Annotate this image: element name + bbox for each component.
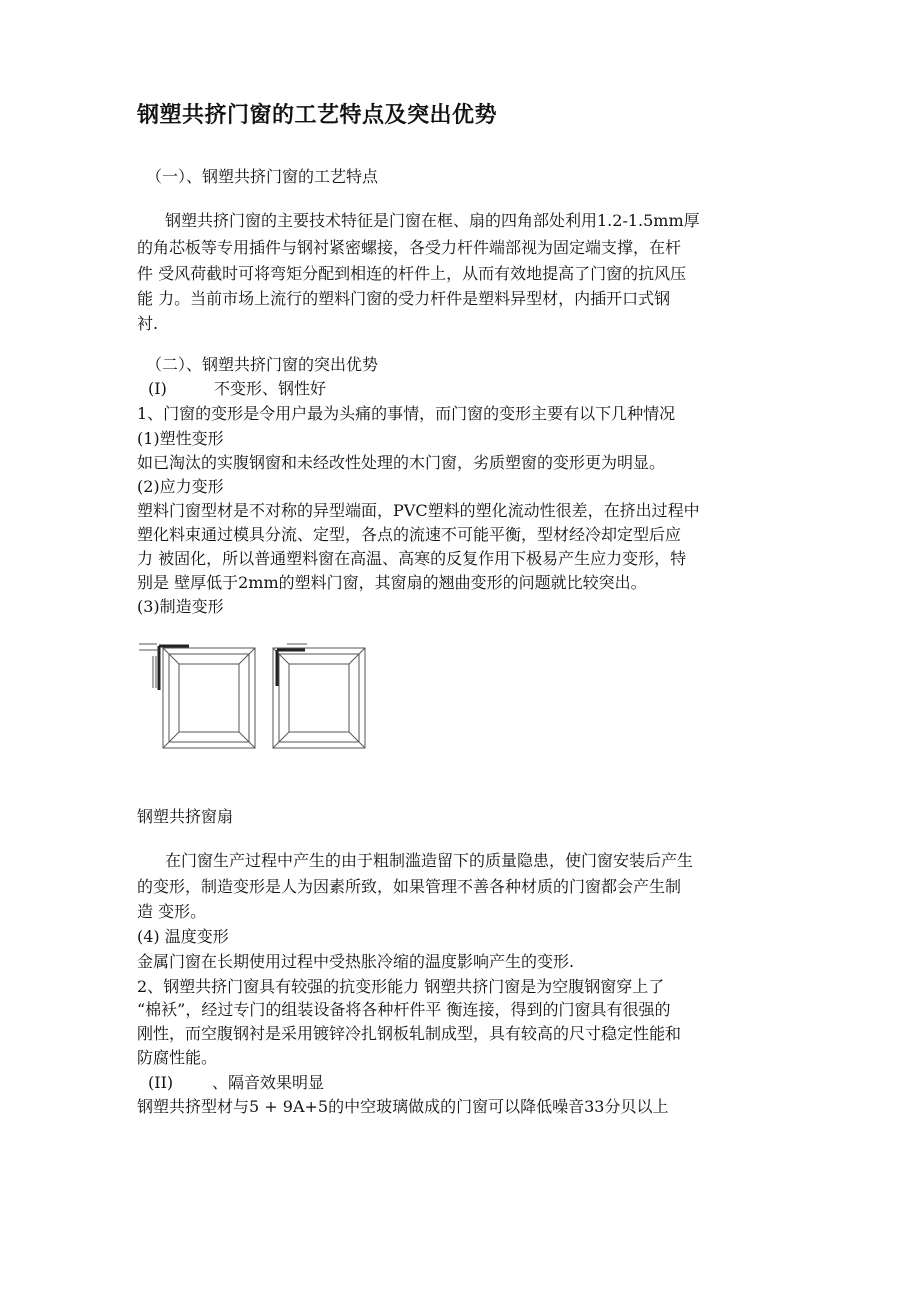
section1-heading: （一）、钢塑共挤门窗的工艺特点	[146, 167, 379, 186]
item3-heading: (3)制造变形	[137, 597, 224, 616]
paragraph-line: 造 变形。	[137, 902, 207, 921]
section2-heading: （二）、钢塑共挤门窗的突出优势	[146, 355, 379, 374]
paragraph-line: 塑化料束通过模具分流、定型，各点的流速不可能平衡，型材经冷却定型后应	[137, 525, 682, 544]
sash-diagram-left	[139, 644, 255, 748]
paragraph-line: “棉袄”，经过专门的组装设备将各种杆件平 衡连接，得到的门窗具有很强的	[137, 1000, 671, 1019]
paragraph-line: 件 受风荷截时可将弯矩分配到相连的杆件上，从而有效地提高了门窗的抗风压	[137, 264, 687, 283]
sash-diagram-right	[273, 644, 365, 748]
paragraph-line: 钢塑共挤门窗的主要技术特征是门窗在框、扇的四角部处利用1.2-1.5mm厚	[165, 211, 700, 230]
paragraph-line: 2、钢塑共挤门窗具有较强的抗变形能力 钢塑共挤门窗是为空腹钢窗穿上了	[137, 977, 665, 996]
paragraph-line: 塑料门窗型材是不对称的异型端面，PVC塑料的塑化流动性很差，在挤出过程中	[137, 501, 700, 520]
window-sash-figure	[137, 638, 377, 758]
paragraph-line: 能 力。当前市场上流行的塑料门窗的受力杆件是塑料异型材，内插开口式钢	[137, 289, 671, 308]
paragraph-line: 的角芯板等专用插件与钢衬紧密螺接，各受力杆件端部视为固定端支撑，在杆	[137, 238, 682, 257]
paragraph-line: 防腐性能。	[137, 1048, 218, 1067]
subsection1-text: 不变形、钢性好	[214, 379, 327, 398]
paragraph-line: 力 被固化，所以普通塑料窗在高温、高寒的反复作用下极易产生应力变形，特	[137, 549, 687, 568]
item2-heading: (2)应力变形	[137, 477, 224, 496]
item4-text: 金属门窗在长期使用过程中受热胀冷缩的温度影响产生的变形.	[137, 952, 575, 971]
subsection1-label: (I)	[148, 379, 167, 398]
paragraph-line: 别是 壁厚低于2mm的塑料门窗，其窗扇的翘曲变形的问题就比较突出。	[137, 573, 647, 592]
last-line: 钢塑共挤型材与5 + 9A+5的中空玻璃做成的门窗可以降低噪音33分贝以上	[137, 1097, 669, 1116]
subsection2-text: 、隔音效果明显	[212, 1073, 325, 1092]
subsection2-label: (II)	[148, 1073, 174, 1092]
point1-text: 1、门窗的变形是令用户最为头痛的事情，而门窗的变形主要有以下几种情况	[137, 404, 676, 423]
paragraph-line: 的变形，制造变形是人为因素所致，如果管理不善各种材质的门窗都会产生制	[137, 877, 682, 896]
paragraph-line: 刚性，而空腹钢衬是采用镀锌冷扎钢板轧制成型，具有较高的尺寸稳定性能和	[137, 1024, 682, 1043]
item1-heading: (1)塑性变形	[137, 429, 224, 448]
paragraph-line: 衬.	[137, 314, 159, 333]
item4-heading: (4) 温度变形	[137, 927, 229, 946]
paragraph-line: 在门窗生产过程中产生的由于粗制滥造留下的质量隐患，使门窗安装后产生	[165, 851, 694, 870]
item1-text: 如已淘汰的实腹钢窗和未经改性处理的木门窗，劣质塑窗的变形更为明显。	[137, 453, 666, 472]
page-title: 钢塑共挤门窗的工艺特点及突出优势	[137, 103, 498, 128]
figure-caption: 钢塑共挤窗扇	[137, 807, 234, 826]
